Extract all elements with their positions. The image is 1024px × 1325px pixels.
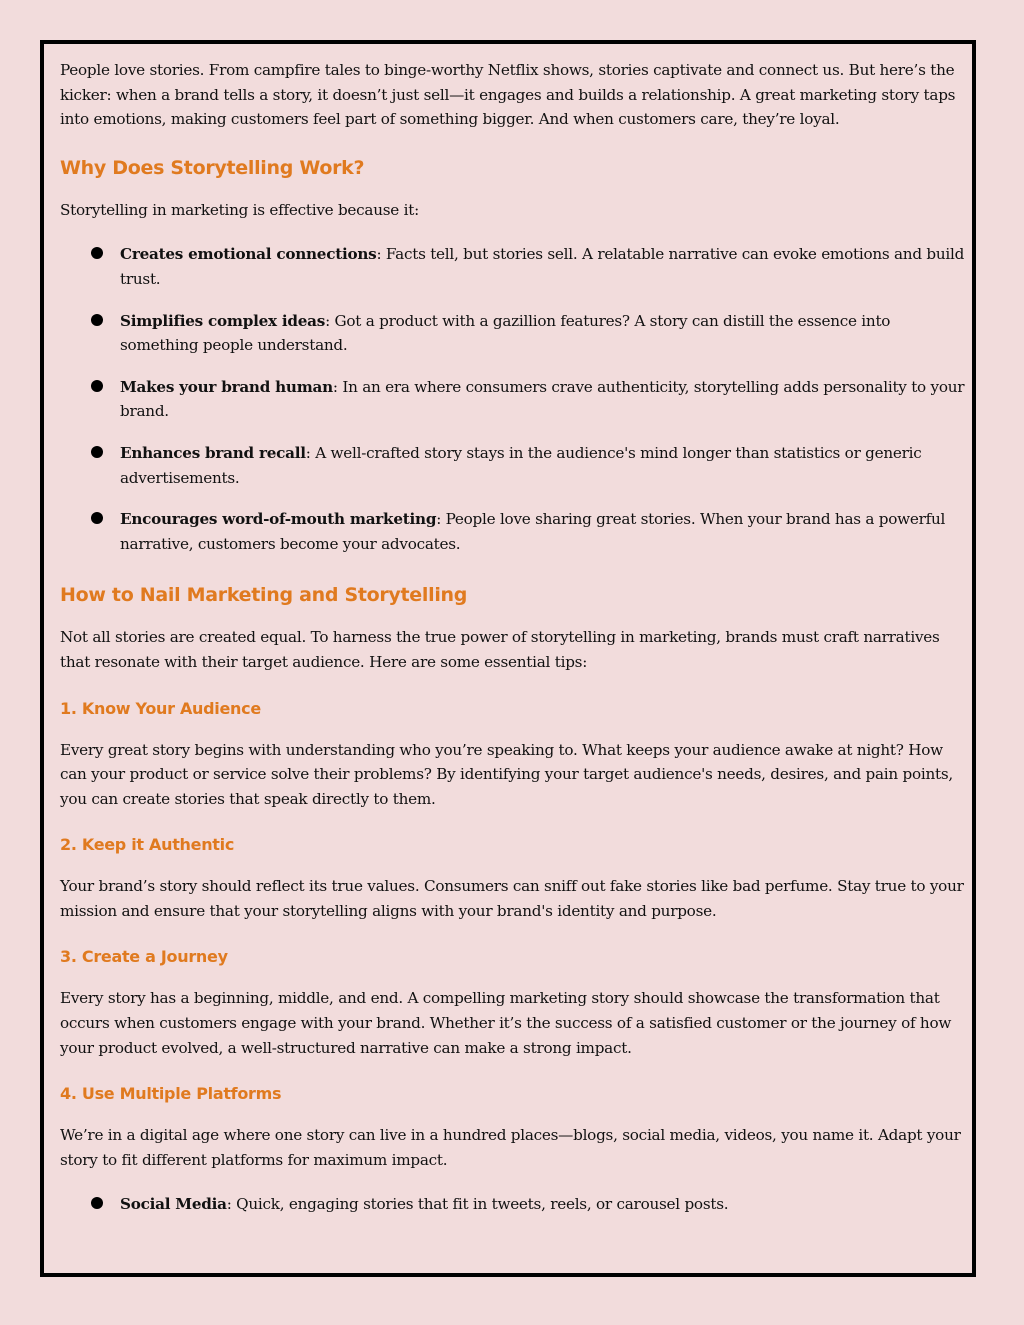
list-item [60,441,965,490]
list-item-text: : A well-crafted story stays in the audience's mind longer than statistics or generic advertisements. [120,443,922,487]
list-item-term: Social Media [120,1195,227,1214]
why-list [60,242,965,556]
tip-body-authentic: Your brand’s story should reflect its true values. Consumers can sniff out fake stories like bad perfume. Stay true to your mission and ensure that your storytelling aligns with your brand's identity and purpose. [60,877,964,920]
list-item-text: : People love sharing great stories. When your brand has a powerful narrative, customers become your advocates. [120,510,946,553]
tip-heading-journey: 3. Create a Journey [60,947,228,967]
bullet-icon [91,1197,103,1209]
article [60,58,965,1217]
list-item-text: : Quick, engaging stories that fit in tweets, reels, or carousel posts. [226,1195,729,1214]
tip-body-journey: Every story has a beginning, middle, and end. A compelling marketing story should showcase the transformation that occurs when customers engage with your brand. Whether it’s the success of a satisfied customer or the journey of how your product evolved, a well-structured narrative can make a strong impact. [60,989,952,1057]
list-item-text: : In an era where consumers crave authenticity, storytelling adds personality to your brand. [120,377,965,421]
bullet-icon [91,314,103,326]
tip-body-audience: Every great story begins with understanding who you’re speaking to. What keeps your audience awake at night? How can your product or service solve their problems? By identifying your target audience's needs, desires, and pain points, you can create stories that speak directly to them. [60,740,953,808]
tip-heading-audience: 1. Know Your Audience [60,698,261,718]
intro-paragraph: People love stories. From campfire tales to binge-worthy Netflix shows, stories captivate and connect us. But here’s the kicker: when a brand tells a story, it doesn’t just sell—it engages and builds a relationship. A great marketing story taps into emotions, making customers feel part of something bigger. And when customers care, they’re loyal. [60,61,956,129]
list-item [60,1192,965,1217]
bullet-icon [91,512,103,524]
list-item-text: : Got a product with a gazillion features? A story can distill the essence into something people understand. [120,311,891,355]
section-heading-how: How to Nail Marketing and Storytelling [60,584,468,607]
how-lead: Not all stories are created equal. To harness the true power of storytelling in marketing, brands must craft narratives that resonate with their target audience. Here are some essential tips: [60,628,940,671]
list-item-term: Encourages word-of-mouth marketing [120,510,437,529]
bullet-icon [91,380,103,392]
list-item [60,507,965,556]
list-item-term: Makes your brand human [120,377,333,396]
tip-body-platforms: We’re in a digital age where one story can live in a hundred places—blogs, social media, videos, you name it. Adapt your story to fit different platforms for maximum impact. [60,1126,961,1169]
list-item-text: : Facts tell, but stories sell. A relatable narrative can evoke emotions and build trust. [120,245,965,288]
list-item-term: Simplifies complex ideas [120,311,326,330]
why-lead: Storytelling in marketing is effective because it: [60,200,419,219]
list-item [60,242,965,291]
bullet-icon [91,247,103,259]
section-heading-why: Why Does Storytelling Work? [60,156,365,179]
bullet-icon [91,446,103,458]
list-item [60,375,965,424]
list-item-term: Enhances brand recall [120,443,306,462]
tip-heading-platforms: 4. Use Multiple Platforms [60,1084,282,1104]
list-item [60,309,965,358]
tip-heading-authentic: 2. Keep it Authentic [60,835,235,855]
list-item-term: Creates emotional connections [120,245,377,264]
platform-list [60,1192,965,1217]
